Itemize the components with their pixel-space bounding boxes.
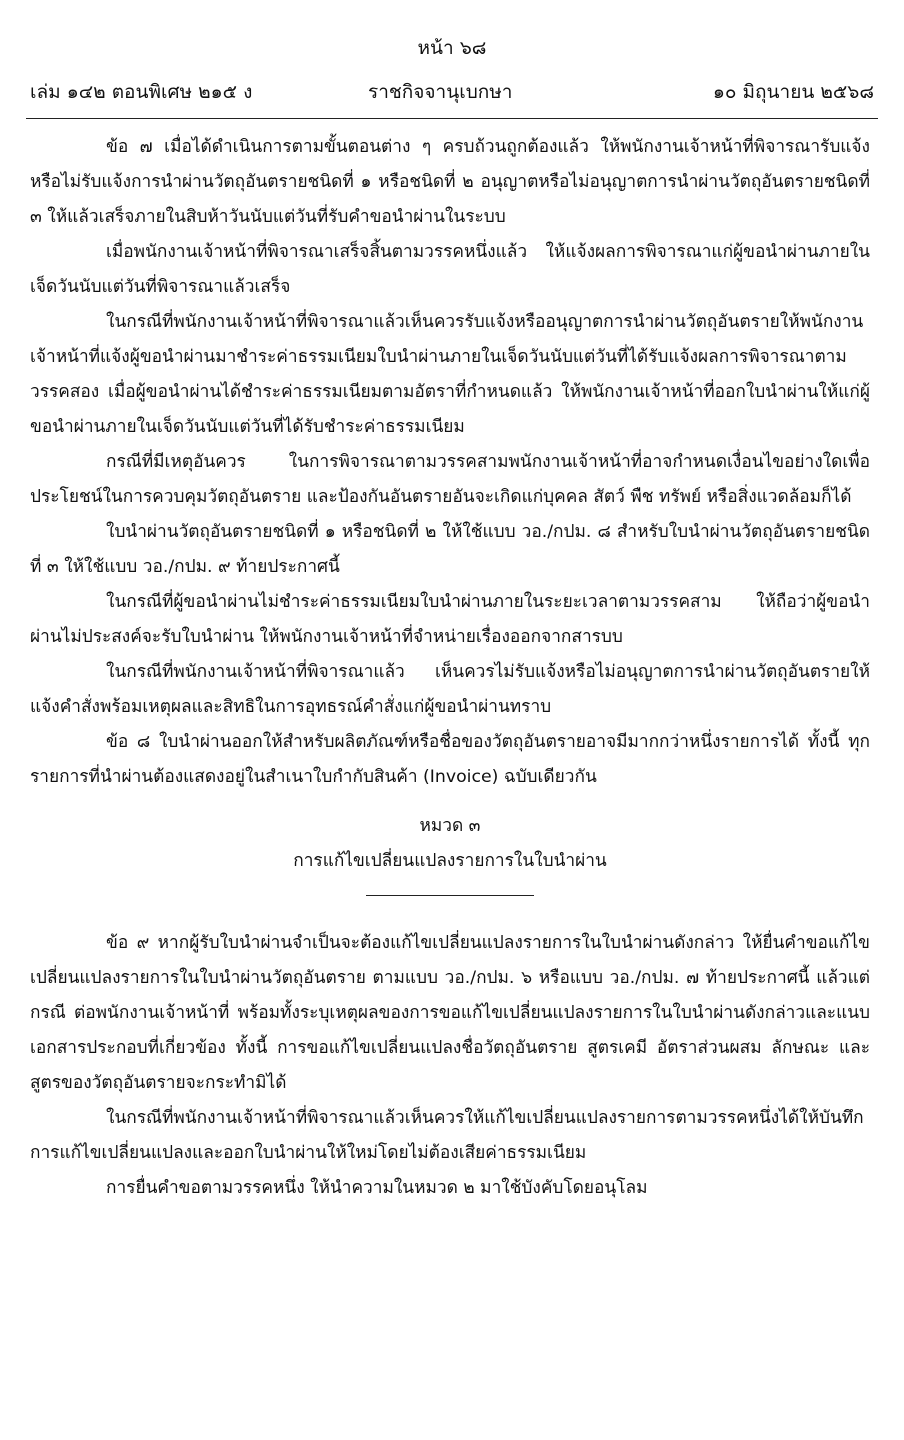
publication-date: ๑๐ มิถุนายน ๒๕๖๘ [712, 81, 874, 103]
chapter-divider [366, 895, 534, 896]
paragraph-clause-7: ข้อ ๗ เมื่อได้ดำเนินการตามขั้นตอนต่าง ๆ ครบถ้วนถูกต้องแล้ว ให้พนักงานเจ้าหน้าที่พิจารณารับแจ้งหรือไม่รับแจ้งการนำผ่านวัตถุอันตรายชนิดที่ ๑ หรือชนิดที่ ๒ อนุญาตหรือไม่อนุญาตการนำผ่านวัตถุอันตรายชนิดที่ ๓ ให้แล้วเสร็จภายในสิบห้าวันนับแต่วันที่รับคำขอนำผ่านในระบบ [30, 137, 870, 227]
chapter-title: การแก้ไขเปลี่ยนแปลงรายการในใบนำผ่าน [293, 851, 607, 871]
paragraph: ในกรณีที่พนักงานเจ้าหน้าที่พิจารณาแล้วเห็นควรรับแจ้งหรืออนุญาตการนำผ่านวัตถุอันตรายให้พนักงานเจ้าหน้าที่แจ้งผู้ขอนำผ่านมาชำระค่าธรรมเนียมใบนำผ่านภายในเจ็ดวันนับแต่วันที่ได้รับแจ้งผลการพิจารณาตามวรรคสอง เมื่อผู้ขอนำผ่านได้ชำระค่าธรรมเนียมตามอัตราที่กำหนดแล้ว ให้พนักงานเจ้าหน้าที่ออกใบนำผ่านให้แก่ผู้ขอนำผ่านภายในเจ็ดวันนับแต่วันที่ได้รับชำระค่าธรรมเนียม [30, 312, 870, 437]
paragraph-clause-8: ข้อ ๘ ใบนำผ่านออกให้สำหรับผลิตภัณฑ์หรือชื่อของวัตถุอันตรายอาจมีมากกว่าหนึ่งรายการได้ ทั้งนี้ ทุกรายการที่นำผ่านต้องแสดงอยู่ในสำเนาใบกำกับสินค้า (Invoice) ฉบับเดียวกัน [30, 732, 870, 787]
paragraph-clause-9: ข้อ ๙ หากผู้รับใบนำผ่านจำเป็นจะต้องแก้ไขเปลี่ยนแปลงรายการในใบนำผ่านดังกล่าว ให้ยื่นคำขอแก้ไขเปลี่ยนแปลงรายการในใบนำผ่านวัตถุอันตราย ตามแบบ วอ./กปม. ๖ หรือแบบ วอ./กปม. ๗ ท้ายประกาศนี้ แล้วแต่กรณี ต่อพนักงานเจ้าหน้าที่ พร้อมทั้งระบุเหตุผลของการขอแก้ไขเปลี่ยนแปลงรายการในใบนำผ่านดังกล่าวและแนบเอกสารประกอบที่เกี่ยวข้อง ทั้งนี้ การขอแก้ไขเปลี่ยนแปลงชื่อวัตถุอันตราย สูตรเคมี อัตราส่วนผสม ลักษณะ และสูตรของวัตถุอันตรายจะกระทำมิได้ [30, 933, 870, 1093]
document-body [30, 130, 870, 1206]
paragraph: ในกรณีที่พนักงานเจ้าหน้าที่พิจารณาแล้วเห็นควรให้แก้ไขเปลี่ยนแปลงรายการตามวรรคหนึ่งได้ให้บันทึกการแก้ไขเปลี่ยนแปลงและออกใบนำผ่านให้ใหม่โดยไม่ต้องเสียค่าธรรมเนียม [30, 1108, 864, 1163]
chapter-number: หมวด ๓ [419, 816, 481, 836]
header-divider [26, 118, 878, 119]
paragraph: ใบนำผ่านวัตถุอันตรายชนิดที่ ๑ หรือชนิดที่ ๒ ให้ใช้แบบ วอ./กปม. ๘ สำหรับใบนำผ่านวัตถุอันตรายชนิดที่ ๓ ให้ใช้แบบ วอ./กปม. ๙ ท้ายประกาศนี้ [30, 522, 870, 577]
paragraph: ในกรณีที่พนักงานเจ้าหน้าที่พิจารณาแล้ว เห็นควรไม่รับแจ้งหรือไม่อนุญาตการนำผ่านวัตถุอันตรายให้แจ้งคำสั่งพร้อมเหตุผลและสิทธิในการอุทธรณ์คำสั่งแก่ผู้ขอนำผ่านทราบ [30, 662, 870, 717]
paragraph: เมื่อพนักงานเจ้าหน้าที่พิจารณาเสร็จสิ้นตามวรรคหนึ่งแล้ว ให้แจ้งผลการพิจารณาแก่ผู้ขอนำผ่านภายในเจ็ดวันนับแต่วันที่พิจารณาแล้วเสร็จ [30, 242, 870, 297]
volume-issue: เล่ม ๑๔๒ ตอนพิเศษ ๒๑๕ ง [30, 81, 253, 103]
paragraph: กรณีที่มีเหตุอันควร ในการพิจารณาตามวรรคสามพนักงานเจ้าหน้าที่อาจกำหนดเงื่อนไขอย่างใดเพื่อประโยชน์ในการควบคุมวัตถุอันตราย และป้องกันอันตรายอันจะเกิดแก่บุคคล สัตว์ พืช ทรัพย์ หรือสิ่งแวดล้อมก็ได้ [30, 452, 870, 507]
paragraph: ในกรณีที่ผู้ขอนำผ่านไม่ชำระค่าธรรมเนียมใบนำผ่านภายในระยะเวลาตามวรรคสาม ให้ถือว่าผู้ขอนำผ่านไม่ประสงค์จะรับใบนำผ่าน ให้พนักงานเจ้าหน้าที่จำหน่ายเรื่องออกจากสารบบ [30, 592, 870, 647]
paragraph: การยื่นคำขอตามวรรคหนึ่ง ให้นำความในหมวด ๒ มาใช้บังคับโดยอนุโลม [106, 1178, 648, 1198]
gazette-name: ราชกิจจานุเบกษา [368, 81, 513, 103]
page-number: หน้า ๖๘ [417, 37, 487, 59]
